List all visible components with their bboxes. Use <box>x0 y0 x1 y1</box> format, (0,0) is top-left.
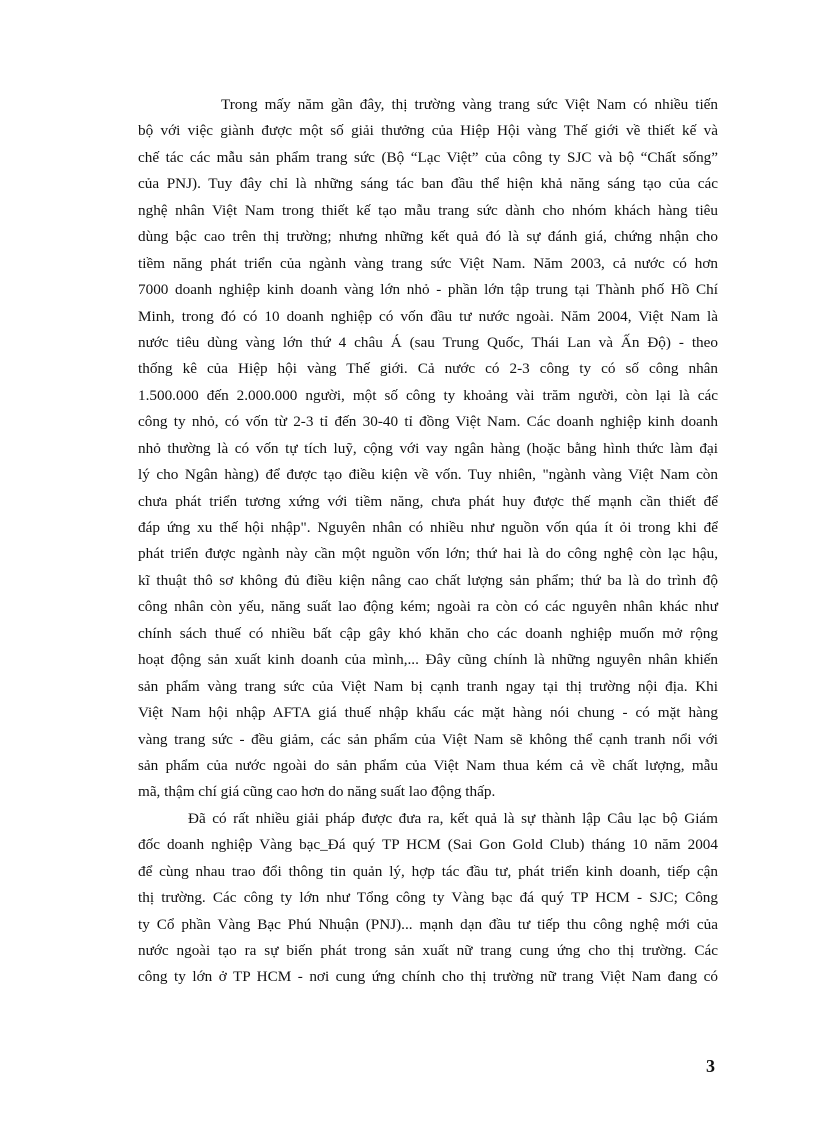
text-line: Đã có rất nhiều giải pháp được đưa ra, kết quả là sự thành lập Câu lạc bộ Giám <box>188 809 718 827</box>
text-line: dùng bậc cao trên thị trường; nhưng những kết quả đó là sự đánh giá, chứng nhận cho <box>138 228 718 246</box>
text-line: mã, thậm chí giá cũng cao hơn do năng suất lao động thấp. <box>138 783 496 801</box>
text-line: 1.500.000 đến 2.000.000 người, một số công ty khoảng vài trăm người, còn lại là các <box>138 386 718 404</box>
body-text <box>138 92 718 991</box>
paragraph-1 <box>138 92 718 806</box>
text-line: Minh, trong đó có 10 doanh nghiệp có vốn đầu tư nước ngoài. Năm 2004, Việt Nam là <box>138 307 718 325</box>
text-line: công ty nhỏ, có vốn từ 2-3 tỉ đến 30-40 tỉ đồng Việt Nam. Các doanh nghiệp kinh doanh <box>138 413 718 431</box>
text-line: nhỏ thường là có vốn tự tích luỹ, cộng với vay ngân hàng (hoặc bằng hình thức làm đại <box>138 439 718 457</box>
text-line: công nhân còn yếu, năng suất lao động kém; ngoài ra còn có các nguyên nhân khác như <box>138 598 718 616</box>
text-line: kĩ thuật thô sơ không đủ điều kiện nâng cao chất lượng sản phẩm; thứ ba là do trình độ <box>138 571 718 589</box>
text-line: bộ với việc giành được một số giải thưởng của Hiệp Hội vàng Thế giới về thiết kế và <box>138 122 718 140</box>
text-line: công ty lớn ở TP HCM - nơi cung ứng chính cho thị trường nữ trang Việt Nam đang có <box>138 968 718 986</box>
text-line: tiềm năng phát triển của ngành vàng trang sức Việt Nam. Năm 2003, cả nước có hơn <box>138 254 718 272</box>
text-line: chưa phát triển tương xứng với tiềm năng, chưa phát huy được thế mạnh cần thiết để <box>138 492 718 510</box>
text-line: để cùng nhau trao đổi thông tin quản lý, hợp tác đầu tư, phát triển kinh doanh, tiếp cận <box>138 862 718 880</box>
text-line: chính sách thuế có nhiều bất cập gây khó khăn cho các doanh nghiệp muốn mở rộng <box>138 624 718 642</box>
text-line: đáp ứng xu thế hội nhập". Nguyên nhân có nhiều như nguồn vốn qúa ít ỏi trong khi để <box>138 519 718 536</box>
text-line: đốc doanh nghiệp Vàng bạc_Đá quý TP HCM (Sai Gon Gold Club) tháng 10 năm 2004 <box>138 836 718 854</box>
text-line: sản phẩm vàng trang sức của Việt Nam bị cạnh tranh ngay tại thị trường nội địa. Khi <box>138 677 718 695</box>
text-line: hoạt động sản xuất kinh doanh của mình,... Đây cũng chính là những nguyên nhân khiến <box>138 651 718 669</box>
text-line: Trong mấy năm gần đây, thị trường vàng trang sức Việt Nam có nhiều tiến <box>221 96 718 113</box>
text-line: phát triển được ngành này cần một nguồn vốn lớn; thứ hai là do công nghệ còn lạc hậu, <box>138 545 718 563</box>
text-line: Việt Nam hội nhập AFTA giá thuế nhập khẩu các mặt hàng nói chung - có mặt hàng <box>138 704 718 722</box>
text-line: lý cho Ngân hàng) để được tạo điều kiện về vốn. Tuy nhiên, "ngành vàng Việt Nam còn <box>138 466 718 484</box>
text-line: nước tiêu dùng vàng lớn thứ 4 châu Á (sau Trung Quốc, Thái Lan và Ấn Độ) - theo <box>138 333 718 351</box>
text-line: nghệ nhân Việt Nam trong thiết kế tạo mẫu trang sức dành cho nhóm khách hàng tiêu <box>138 201 718 219</box>
text-line: thống kê của Hiệp hội vàng Thế giới. Cả nước có 2-3 công ty có số công nhân <box>138 360 718 378</box>
text-line: vàng trang sức - đều giảm, các sản phẩm của Việt Nam sẽ không thể cạnh tranh nổi với <box>138 730 718 748</box>
text-line: nước ngoài tạo ra sự biến phát trong sản xuất nữ trang cung ứng cho thị trường. Các <box>138 942 718 959</box>
text-line: 7000 doanh nghiệp kinh doanh vàng lớn nhỏ - phần lớn tập trung tại Thành phố Hồ Chí <box>138 281 718 299</box>
text-line: thị trường. Các công ty lớn như Tổng công ty Vàng bạc đá quý TP HCM - SJC; Công <box>138 889 718 907</box>
text-line: ty Cổ phần Vàng Bạc Phú Nhuận (PNJ)... mạnh dạn đầu tư tiếp thu công nghệ mới của <box>138 915 718 933</box>
paragraph-2 <box>138 806 718 991</box>
text-line: của PNJ). Tuy đây chỉ là những sáng tác ban đầu thể hiện khả năng sáng tạo của các <box>138 175 718 193</box>
page-number: 3 <box>706 1056 715 1076</box>
text-line: chế tác các mẫu sản phẩm trang sức (Bộ “Lạc Việt” của công ty SJC và bộ “Chất sống” <box>138 148 718 166</box>
text-line: sản phẩm của nước ngoài do sản phẩm của Việt Nam thua kém cả về chất lượng, mẫu <box>138 756 718 774</box>
